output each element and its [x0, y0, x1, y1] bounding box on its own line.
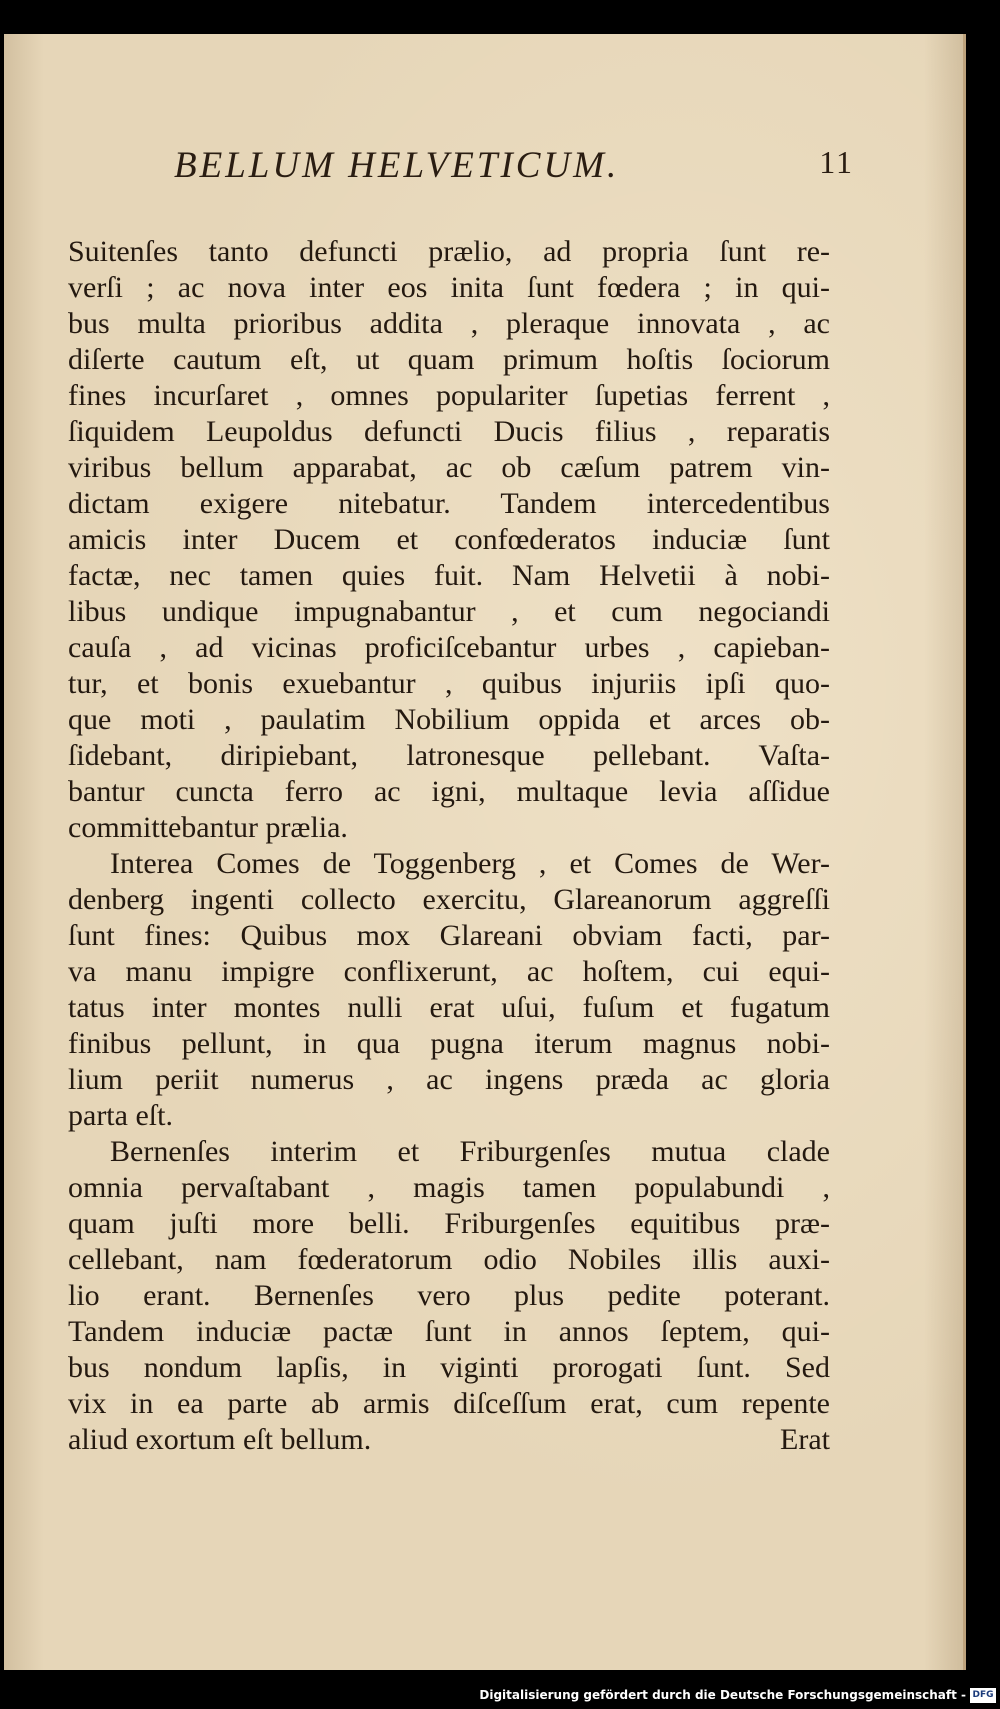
- text-line: denberg ingenti collecto exercitu, Glareanorum aggreſſi: [68, 883, 830, 916]
- dfg-logo: DFG: [970, 1688, 996, 1703]
- final-line: [68, 1422, 830, 1458]
- catchword: Erat: [780, 1423, 830, 1456]
- text-line: cauſa , ad vicinas proficiſcebantur urbes , capieban-: [68, 631, 830, 664]
- text-line: dictam exigere nitebatur. Tandem intercedentibus: [68, 487, 830, 520]
- text-line: ſiquidem Leupoldus defuncti Ducis filius , reparatis: [68, 415, 830, 448]
- text-line: viribus bellum apparabat, ac ob cæſum patrem vin-: [68, 451, 830, 484]
- paragraph: [68, 1134, 830, 1422]
- page-number: 11: [819, 144, 854, 180]
- footer-credit: Digitalisierung gefördert durch die Deutsche Forschungsgemeinschaft -: [479, 1688, 966, 1702]
- text-line: tur, et bonis exuebantur , quibus injuriis ipſi quo-: [68, 667, 830, 700]
- text-line: cellebant, nam fœderatorum odio Nobiles illis auxi-: [68, 1243, 830, 1276]
- text-line: aliud exortum eſt bellum.: [68, 1423, 372, 1456]
- text-line: lium periit numerus , ac ingens præda ac gloria: [68, 1063, 830, 1096]
- page-header: [174, 144, 854, 204]
- book-page: [4, 34, 966, 1670]
- text-line: bantur cuncta ferro ac igni, multaque levia aſſidue: [68, 775, 830, 808]
- body-text: [68, 234, 830, 1458]
- text-line: fines incurſaret , omnes populariter ſupetias ferrent ,: [68, 379, 830, 412]
- text-line: Suitenſes tanto defuncti prælio, ad propria ſunt re-: [68, 235, 830, 268]
- text-line: parta eſt.: [68, 1099, 173, 1132]
- text-line: vix in ea parte ab armis diſceſſum erat, cum repente: [68, 1387, 830, 1420]
- text-line: bus multa prioribus addita , pleraque innovata , ac: [68, 307, 830, 340]
- text-line: lio erant. Bernenſes vero plus pedite poterant.: [68, 1279, 830, 1312]
- text-line: Bernenſes interim et Friburgenſes mutua clade: [110, 1135, 830, 1168]
- text-line: que moti , paulatim Nobilium oppida et arces ob-: [68, 703, 830, 736]
- text-line: Interea Comes de Toggenberg , et Comes de Wer-: [110, 847, 830, 880]
- text-line: va manu impigre conflixerunt, ac hoſtem, cui equi-: [68, 955, 830, 988]
- text-line: tatus inter montes nulli erat uſui, fuſum et fugatum: [68, 991, 830, 1024]
- text-line: quam juſti more belli. Friburgenſes equitibus præ-: [68, 1207, 830, 1240]
- text-line: ſunt fines: Quibus mox Glareani obviam facti, par-: [68, 919, 830, 952]
- text-line: diſerte cautum eſt, ut quam primum hoſtis ſociorum: [68, 343, 830, 376]
- text-line: committebantur prælia.: [68, 811, 348, 844]
- text-line: libus undique impugnabantur , et cum negociandi: [68, 595, 830, 628]
- text-line: omnia pervaſtabant , magis tamen populabundi ,: [68, 1171, 830, 1204]
- text-line: finibus pellunt, in qua pugna iterum magnus nobi-: [68, 1027, 830, 1060]
- text-line: Tandem induciæ pactæ ſunt in annos ſeptem, qui-: [68, 1315, 830, 1348]
- text-line: bus nondum lapſis, in viginti prorogati ſunt. Sed: [68, 1351, 830, 1384]
- text-line: verſi ; ac nova inter eos inita ſunt fœdera ; in qui-: [68, 271, 830, 304]
- text-line: amicis inter Ducem et confœderatos induciæ ſunt: [68, 523, 830, 556]
- running-title: BELLUM HELVETICUM.: [174, 145, 620, 186]
- text-line: factæ, nec tamen quies fuit. Nam Helvetii à nobi-: [68, 559, 830, 592]
- paragraph: [68, 234, 830, 846]
- paragraph: [68, 846, 830, 1134]
- text-line: ſidebant, diripiebant, latronesque pellebant. Vaſta-: [68, 739, 830, 772]
- footer-bar: [0, 1684, 1000, 1709]
